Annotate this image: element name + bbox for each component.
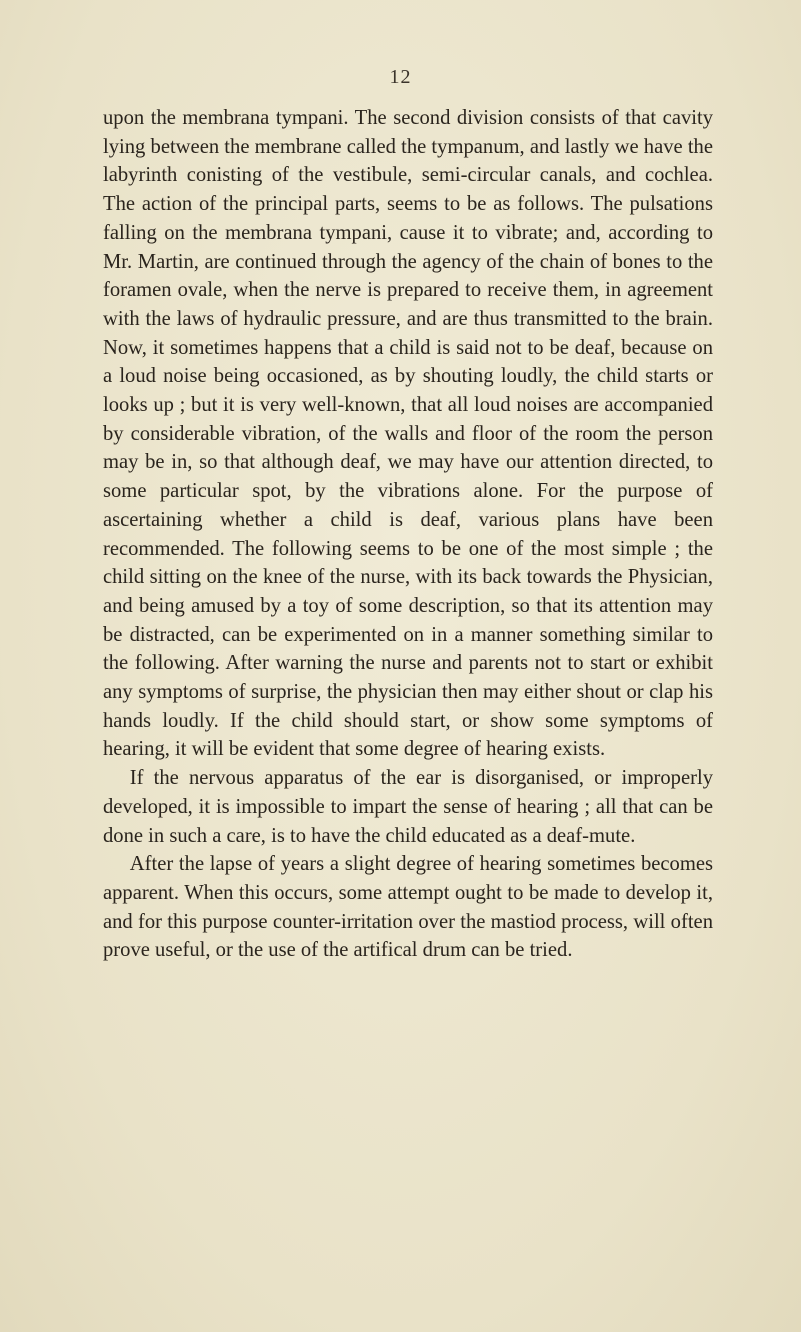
page-number: 12 xyxy=(389,66,412,88)
paragraph-1: upon the membrana tympani. The second division consists of that cavity lying between the membrane called the tympanum, and lastly we have the labyrinth conisting of the vestibule, semi-circular canals, and cochlea. The action of the principal parts, seems to be as follows. The pulsations falling on the membrana tympani, cause it to vibrate; and, according to Mr. Martin, are continued through the agency of the chain of bones to the foramen ovale, when the nerve is prepared to receive them, in agreement with the laws of hydraulic pressure, and are thus transmitted to the brain. Now, it sometimes happens that a child is said not to be deaf, because on a loud noise being occasioned, as by shouting loudly, the child starts or looks up ; but it is very well-known, that all loud noises are accompanied by considerable vibration, of the walls and floor of the room the person may be in, so that although deaf, we may have our attention directed, to some particular spot, by the vibrations alone. For the purpose of ascertaining whether a child is deaf, various plans have been recommended. The following seems to be one of the most simple ; the child sitting on the knee of the nurse, with its back towards the Physician, and being amused by a toy of some description, so that its attention may be distracted, can be experimented on in a manner something similar to the following. After warning the nurse and parents not to start or exhibit any symptoms of surprise, the physician then may either shout or clap his hands loudly. If the child should start, or show some symptoms of hearing, it will be evident that some degree of hearing exists. xyxy=(103,107,713,761)
paragraph-2: If the nervous apparatus of the ear is disorganised, or improperly developed, it is impossible to impart the sense of hearing ; all that can be done in such a care, is to have the child educated as a deaf-mute. xyxy=(103,767,713,847)
body-text xyxy=(103,104,713,965)
paragraph-3: After the lapse of years a slight degree of hearing sometimes becomes apparent. When this occurs, some attempt ought to be made to develop it, and for this purpose counter-irritation over the mastiod process, will often prove useful, or the use of the artifical drum can be tried. xyxy=(103,853,713,962)
